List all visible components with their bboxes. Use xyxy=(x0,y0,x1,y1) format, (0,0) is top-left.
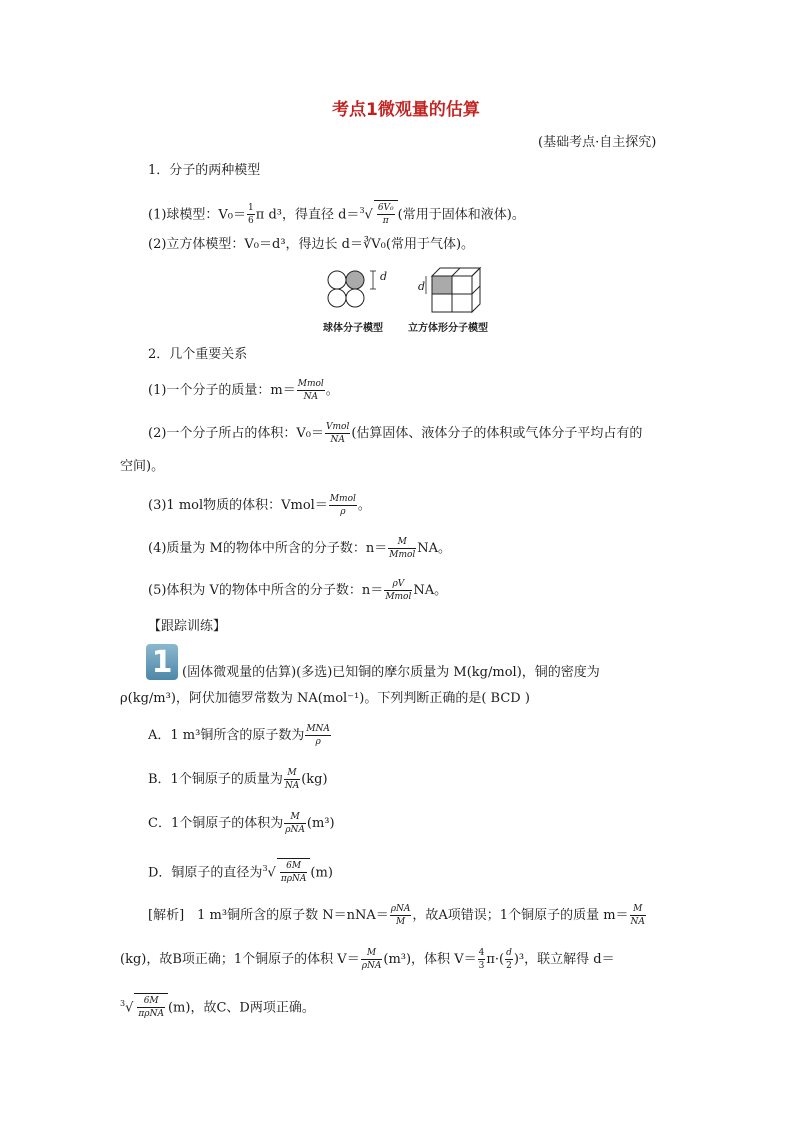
question-number-badge: 1 xyxy=(146,644,178,680)
cube-model-line: (2)立方体模型：V₀＝d³，得边长 d＝∛V₀(常用于气体)。 xyxy=(148,237,475,252)
option-d: D．铜原子的直径为$^3$√ $\frac{6M}{\text{πρNA}}$ (m) xyxy=(148,855,333,887)
relation-1: (1)一个分子的质量：m＝ $\frac{\text{Mmol}}{NA}$ 。 xyxy=(148,379,339,402)
cube-model-caption: 立方体形分子模型 xyxy=(408,323,488,334)
relation-3: (3)1 mol物质的体积：Vmol＝ $\frac{\text{Mmol}}{\rho}$ 。 xyxy=(148,494,371,517)
practice-heading: 【跟踪训练】 xyxy=(148,619,227,634)
cube-model-icon xyxy=(426,268,480,312)
option-a: A．1 m³铜所含的原子数为 $\frac{\text{MNA}}{\rho}$ xyxy=(148,724,330,747)
molecule-models-figure xyxy=(320,264,500,314)
relation-2-cont: 空间)。 xyxy=(120,459,165,474)
section-heading-2: 2．几个重要关系 xyxy=(148,347,248,362)
sphere-model-caption: 球体分子模型 xyxy=(323,323,383,334)
relation-5: (5)体积为 V的物体中所含的分子数：n＝ $\frac{\rho V}{\text{Mmol}}$ NA。 xyxy=(148,579,448,602)
question-line-1: (固体微观量的估算)(多选)已知铜的摩尔质量为 M(kg/mol)，铜的密度为 xyxy=(182,665,600,680)
relation-2: (2)一个分子所占的体积：V₀＝ $\frac{\text{Vmol}}{NA}$ (估算固体、液体分子的体积或气体分子平均占有的 xyxy=(148,422,643,445)
cube-d-label: d xyxy=(418,280,426,293)
analysis-line-1: [解析] 1 m³铜所含的原子数 N＝nNA＝ $\frac{\text{ρNA}}{M}$ ，故A项错误；1个铜原子的质量 m＝ $\frac{M}{NA}$ xyxy=(148,904,645,927)
sphere-model-icon xyxy=(328,271,376,307)
section-heading: 1．分子的两种模型 xyxy=(148,163,261,178)
analysis-line-3: $^3$√ $\frac{6M}{\text{πρNA}}$ (m)，故C、D两项正确。 xyxy=(120,990,315,1022)
ball-model-line: (1)球模型：V₀＝ $\frac{1}{6}$ π d³，得直径 d＝$^3$√ $\frac{\text{6V₀}}{\pi}$ (常用于固体和液体)。 xyxy=(148,197,525,229)
option-c: C．1个铜原子的体积为 $\frac{M}{\text{ρNA}}$ (m³) xyxy=(148,812,335,835)
question-line-2: ρ(kg/m³)，阿伏加德罗常数为 NA(mol⁻¹)。下列判断正确的是( BCD ) xyxy=(120,691,530,706)
sphere-d-label: d xyxy=(380,270,388,283)
section-tag: (基础考点·自主探究) xyxy=(538,135,657,150)
relation-4: (4)质量为 M的物体中所含的分子数：n＝ $\frac{M}{\text{Mmol}}$ NA。 xyxy=(148,537,452,560)
analysis-line-2: (kg)，故B项正确；1个铜原子的体积 V＝ $\frac{M}{\text{ρNA}}$ (m³)，体积 V＝ $\frac{4}{3}$ π·( $\frac{d}{2}$ )³，联立解得 d＝ xyxy=(120,948,615,971)
page-title: 考点1微观量的估算 xyxy=(332,100,480,120)
option-b: B．1个铜原子的质量为 $\frac{M}{NA}$ (kg) xyxy=(148,768,328,791)
